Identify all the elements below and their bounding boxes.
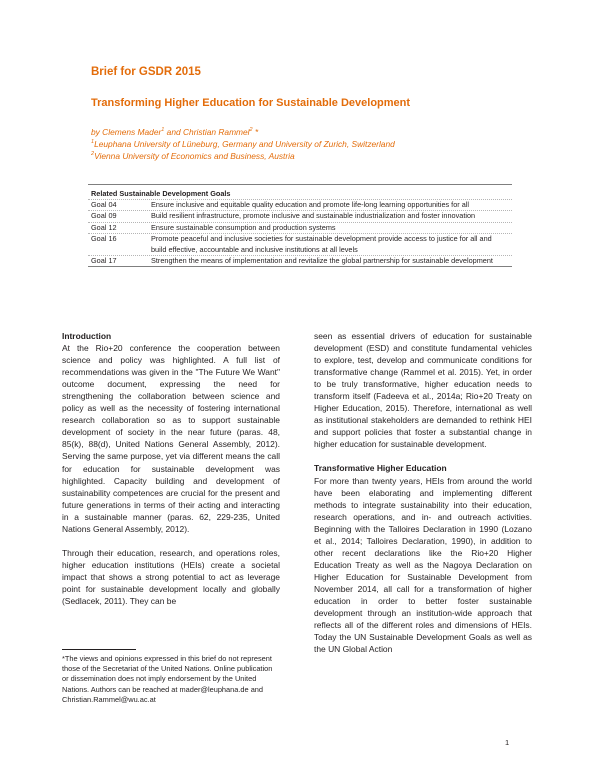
goal-code: Goal 04 [91,200,117,209]
goal-text: Ensure sustainable consumption and production systems [151,222,336,232]
author-line: by Clemens Mader$^1$ and Christian Rammel$^2$ * [91,127,259,137]
affiliation-1: $^1$Leuphana University of Lüneburg, Germany and University of Zurich, Switzerland [91,139,395,149]
introduction-heading: Introduction [62,331,112,341]
table-row [88,199,512,210]
left-column [62,330,280,607]
right-column [314,330,532,655]
page-number: 1 [505,738,510,747]
brief-label: Brief for GSDR 2015 [91,66,201,78]
goal-text: Promote peaceful and inclusive societies for sustainable development provide access to justice for all and build effective, accountable and inclusive institutions at all levels [151,234,492,254]
author-block [91,126,395,162]
goal-text: Ensure inclusive and equitable quality education and promote life-long learning opportunities for all [151,200,470,209]
affiliation-2: $^2$Vienna University of Economics and Business, Austria [91,151,295,161]
footnote: *The views and opinions expressed in this brief do not represent those of the Secretariat of the United Nations. Online publication or dissemination does not imply endorsement by the United Nations. Authors can be reached at mader@leuphana.de and Christian.Rammel@wu.ac.at [62,654,273,704]
document-title: Transforming Higher Education for Sustainable Development [91,97,411,109]
transformative-paragraph: For more than twenty years, HEIs from around the world have been elaborating and implementing different methods to integrate sustainability into their education, research operations, and in- and outreach activities. Beginning with the Talloires Declaration in 1990 (Lozano et al., 2014; Talloires Declaration, 1990), in addition to other recent declarations like the Rio+20 Higher Education Treaty as well as the Nagoya Declaration on Higher Education for Sustainable Development from November 2014, all call for a transformation of higher education in order to better foster sustainable development through an institution-wide approach that reflects all of the different roles and dimensions of HEIs. Today the UN Sustainable Development Goals as well as the UN Global Action [314,475,532,655]
table-row [88,222,512,233]
table-row [88,233,512,255]
goal-text: Strengthen the means of implementation and revitalize the global partnership for sustainable development [151,256,493,266]
goal-code: Goal 16 [91,234,117,244]
table-row [88,210,512,221]
goal-code: Goal 09 [91,211,117,221]
goal-text: Build resilient infrastructure, promote inclusive and sustainable industrialization and foster innovation [151,211,476,221]
sdg-table-heading: Related Sustainable Development Goals [91,189,231,198]
introduction-paragraph-continued: seen as essential drivers of education for sustainable development (ESD) and constitute fundamental vehicles to explore, test, develop and communicate conditions for transformative change (Rammel et al. 2015). Yet, in order to be truly transformative, higher education needs to transform itself (Fadeeva et al., 2014a; Rio+20 Treaty on Higher Education, 2015). Therefore, international as well as institutional stakeholders are demanded to rethink HEI and support policies that foster a substantial change in higher education for sustainable development. [314,331,532,450]
footnote-divider [62,649,136,650]
table-row [88,255,512,266]
introduction-paragraph-2: Through their education, research, and operations roles, higher education institutions (HEIs) create a societal impact that shows a strong potential to act as leverage point for sustainable development locally and globally (Sedlacek, 2011). They can be [62,547,280,606]
introduction-paragraph-1: At the Rio+20 conference the cooperation between science and policy was highlighted. A full list of recommendations was given in the "The Future We Want" outcome document, expressing the need for strengthening the collaboration between science and policy as well as the necessity of fostering international research collaboration so as to support sustainable development of society in the near future (paras. 48, 85(k), 88(d), United Nations General Assembly, 2012). Serving the same purpose, yet via different means the call for education for sustainable development was highlighted. Capacity building and development of sustainability competences are crucial for the present and future generations in terms of their acting and interacting in a sustainable manner (paras. 62, 229-235, United Nations General Assembly, 2012). [62,343,280,534]
goal-code: Goal 17 [91,256,117,266]
transformative-heading: Transformative Higher Education [314,463,447,474]
goal-code: Goal 12 [91,222,117,232]
sdg-table [88,184,512,267]
